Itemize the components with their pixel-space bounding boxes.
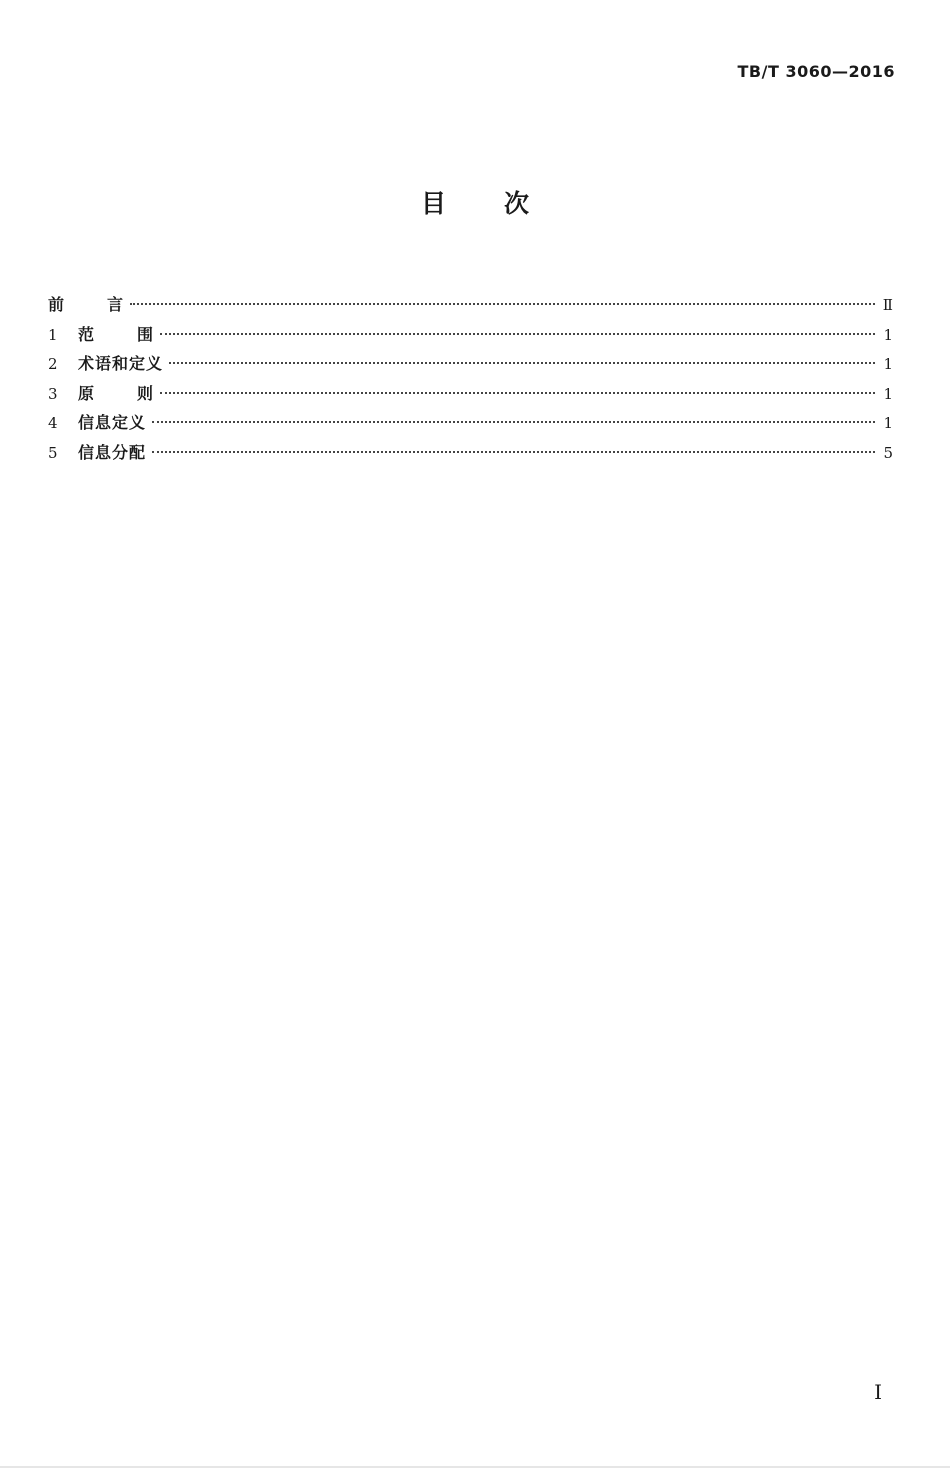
toc-item-page: 1 bbox=[883, 325, 893, 344]
toc-leader-dots bbox=[160, 333, 875, 335]
toc-leader-dots bbox=[169, 362, 875, 364]
toc-item-principles[interactable] bbox=[48, 379, 893, 409]
bottom-divider bbox=[0, 1466, 950, 1468]
toc-item-page: 5 bbox=[883, 443, 893, 462]
toc-leader-dots bbox=[152, 421, 875, 423]
toc-item-number: 3 bbox=[48, 384, 58, 403]
toc-title-part2: 次 bbox=[504, 189, 530, 218]
toc-leader-dots bbox=[130, 303, 875, 305]
toc-item-number: 5 bbox=[48, 443, 58, 462]
toc-leader-dots bbox=[152, 451, 875, 453]
document-code: TB/T 3060—2016 bbox=[737, 62, 895, 81]
toc-item-info-definition[interactable] bbox=[48, 408, 893, 438]
toc-item-label: 原 则 bbox=[78, 383, 154, 403]
toc-list bbox=[48, 290, 893, 468]
toc-item-page: Ⅱ bbox=[882, 296, 893, 314]
toc-item-label: 范 围 bbox=[78, 324, 154, 344]
toc-item-terms[interactable] bbox=[48, 349, 893, 379]
toc-item-page: 1 bbox=[883, 384, 893, 403]
toc-item-label: 信息定义 bbox=[78, 413, 147, 433]
toc-item-label: 前 言 bbox=[48, 295, 124, 314]
page-number: I bbox=[874, 1380, 882, 1404]
toc-item-number: 4 bbox=[48, 414, 58, 433]
toc-item-page: 1 bbox=[883, 355, 893, 374]
toc-leader-dots bbox=[160, 392, 875, 394]
toc-title bbox=[0, 184, 950, 220]
toc-item-foreword[interactable] bbox=[48, 290, 893, 320]
toc-item-scope[interactable] bbox=[48, 320, 893, 350]
toc-item-page: 1 bbox=[883, 414, 893, 433]
toc-item-number: 1 bbox=[48, 325, 58, 344]
toc-item-label: 术语和定义 bbox=[78, 354, 164, 374]
toc-item-label: 信息分配 bbox=[78, 442, 147, 462]
toc-item-number: 2 bbox=[48, 355, 58, 374]
toc-item-info-allocation[interactable] bbox=[48, 438, 893, 468]
toc-title-part1: 目 bbox=[420, 189, 446, 218]
